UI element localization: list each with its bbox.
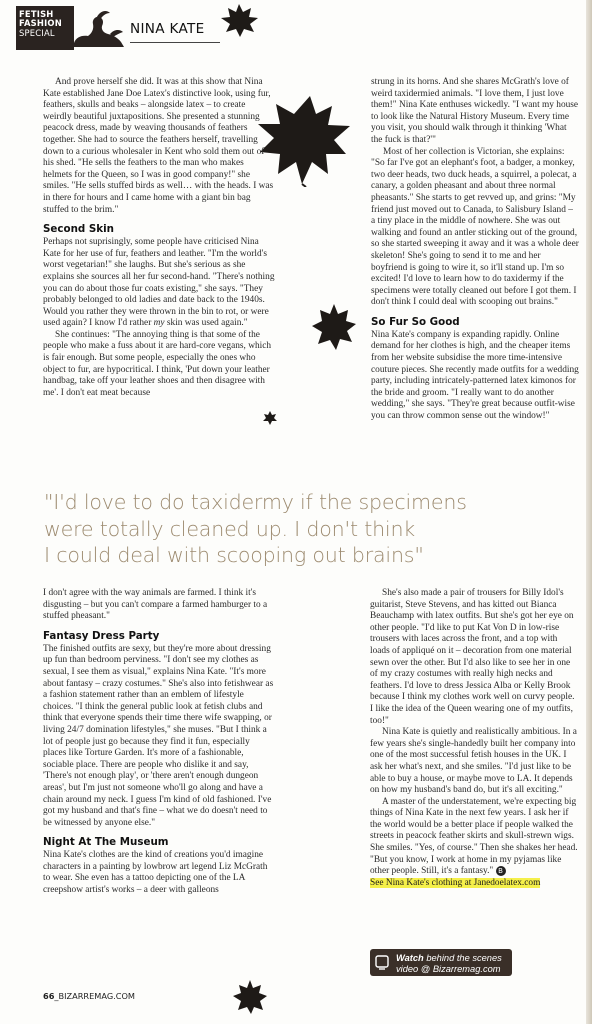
watch-video-banner[interactable]: [370, 949, 512, 976]
watch-line-1: [396, 953, 502, 963]
watch-label: Watch: [396, 953, 424, 963]
body-paragraph: She continues: "The annoying thing is that some of the people who make a fuss about it are hard-core vegans, which is fair enough. But some people, especially the ones who object to fur, are hypocritical. I think, 'Put down your leather handbag, take off your leather shoes and then disagree with me'. I don't eat meat because: [43, 329, 272, 398]
subheading-second-skin: Second Skin: [43, 223, 114, 236]
subheading-so-fur-so-good: So Fur So Good: [371, 315, 460, 328]
badge-line-3: SPECIAL: [19, 27, 55, 38]
article-column-1: [43, 77, 275, 399]
pull-quote-line: "I'd love to do taxidermy if the specimens: [44, 490, 467, 514]
article-subject-title: NINA KATE: [130, 21, 205, 37]
header-rule: [130, 42, 220, 43]
subheading-fantasy-dress-party: Fantasy Dress Party: [43, 629, 160, 642]
body-paragraph: Most of her collection is Victorian, she explains: "So far I've got an elephant's foot, a badger, a monkey, two deer heads, two duck heads, a squirrel, a polecat, a canary, a golden pheasant and about three normal pheasants." She starts to get revved up, and grins: "My friend just moved out to Canada, to Salisbury Island – a tiny place in the middle of nowhere. She was out walking and found an antler sticking out of the ground, so she started sweeping it away and it was a whole deer skeleton! She's going to send it to me and her boyfriend is going to wire it, so it'll stand up. I'm so excited! I'd love to learn how to do taxidermy if the specimens were totally cleaned out before I got them. I don't think I could deal with scooping out brains.": [371, 146, 579, 308]
section-header: [16, 6, 216, 52]
pull-quote-line: were totally cleaned up. I don't think: [44, 516, 416, 541]
leaf-decoration-icon: [231, 978, 269, 1016]
body-paragraph: I don't agree with the way animals are farmed. I think it's disgusting – but you can't compare a farmed hamburger to a stuffed pheasant.": [43, 588, 268, 622]
article-column-3: [43, 588, 275, 897]
emphasis-text: my: [153, 318, 165, 329]
pull-quote-line: I could deal with scooping out brains": [44, 543, 424, 567]
body-text: skin was used again.": [164, 318, 248, 329]
article-column-2: [371, 77, 579, 423]
leaf-decoration-icon: [262, 410, 278, 426]
page-footer: [43, 991, 135, 1001]
subheading-night-at-the-museum: Night At The Museum: [43, 836, 169, 849]
reclining-figure-icon: [66, 7, 128, 49]
leaf-decoration-icon: [219, 2, 259, 38]
body-paragraph: strung in its horns. And she shares McGrath's love of weird taxidermied animals. "I love them, I just love them!" Nina Kate enthuses wickedly. "I want my house to look like the Natural History Museum. Every time you visit, you should walk through it thinking 'What the fuck is that?'": [371, 77, 579, 145]
badge-line-1: FETISH: [19, 9, 54, 19]
body-paragraph: Nina Kate's company is expanding rapidly. Online demand for her clothes is high, and the cheaper items from her website subsidise the more time-intensive couture pieces. She recently made outfits for a wedding party, including intricately-patterned latex kimonos for the bride and groom. "I really want to do another wedding," she says. "They're great because outfit-wise you can throw common sense out the window!": [371, 329, 579, 422]
body-paragraph: [370, 797, 578, 878]
footer-site: _BIZARREMAG.COM: [54, 991, 135, 1001]
body-paragraph: [43, 237, 275, 330]
body-paragraph: Nina Kate is quietly and realistically ambitious. In a few years she's single-handedly built her company into one of the most successful fetish houses in the UK. I ask her what's next, and she smiles. "I'd just like to be able to buy a house, or maybe move to LA. It depends on how my husband's band do, but it's all exciting.": [370, 727, 577, 796]
pull-quote: [44, 489, 584, 569]
body-text: Perhaps not suprisingly, some people have criticised Nina Kate for her use of fur, feathers and leather. "I'm the world's worst vegetarian!" she laughs. But she's serious as she explains she sources all her fur second-hand. "There's nothing you can do about those fur coats existing," she says. "They probably belonged to old ladies and date back to the 1940s. Would you rather they were thrown in the bin to rot, or were used again? I know I'd rather: [43, 237, 275, 329]
page-number: 66: [43, 991, 55, 1001]
website-link[interactable]: See Nina Kate's clothing at Janedoelatex.com: [370, 877, 541, 888]
body-paragraph: And prove herself she did. It was at this show that Nina Kate established Jane Doe Latex's distinctive look, using fur, feathers, skulls and beaks – alongside latex – to create weirdly beautiful juxtapositions. She presented a stunning peacock dress, made by weaving thousands of feathers together. She had to source the feathers herself, travelling down to a curious wholesaler in Kent who sold them out of his shed. "He sells the feathers to the man who makes helmets for the Queen, so I was in good company!" she smiles. "He sells stuffed birds as well… with the heads. I was in there for hours and I came home with a giant bin bag stuffed to the brim.": [43, 77, 274, 215]
body-paragraph: The finished outfits are sexy, but they're more about dressing up fun than bedroom perviness. "I don't see my clothes as sexual, I see them as visual," explains Nina Kate. "It's more about fantasy – crazy costumes." She's also into fetishwear as a fashion statement rather than an emblem of lifestyle choices. "I think the general public look at fetish clubs and think that everyone spends their time there wife swapping, or living 24/7 domination lifestyles," she muses. "But I think a lot of people just go because they find it fun, especially places like Torture Garden. It's more of a fashionable, sociable place. There are people who dislike it and say, 'There's not enough play', or 'there aren't enough dungeon areas', but I'm just not someone who'll go along and have a chain around my neck. I guess I'm kind of old fashioned. I've got my husband and that's fine – what we do doesn't need to be witnessed by anyone else.": [43, 643, 274, 828]
body-paragraph: She's also made a pair of trousers for Billy Idol's guitarist, Steve Stevens, and has kitted out Bianca Beauchamp with latex outfits. But she's got her eye on other people. "I'd like to put Kat Von D in low-rise trousers with laces across the front, and a top with loads of appliqué on it – decoration from one material sewn over the other. But I'd also like to see her in one of my crazy costumes with really high necks and feathers. I'd love to dress Jessica Alba or Kelly Brook because I think my clothes work well on curvy people. I like the idea of the Queen wearing one of my outfits, too!": [370, 588, 575, 726]
watch-line-2: video @ Bizarremag.com: [396, 964, 501, 974]
body-paragraph: Nina Kate's clothes are the kind of creations you'd imagine characters in a painting by lowbrow art legend Liz McGrath to wear. She even has a tattoo depicting one of the LA creepshow artist's works – a deer with galleons: [43, 850, 268, 896]
badge-line-2: FASHION: [19, 18, 62, 29]
watch-text: behind the scenes: [423, 953, 502, 963]
leaf-decoration-icon: [310, 302, 358, 352]
page-edge-shadow: [586, 0, 592, 1024]
article-column-4: [370, 588, 578, 889]
body-text: A master of the understatement, we're expecting big things of Nina Kate in the next few years. I ask her if the world would be a better place if people walked the streets in peacock feather skirts and skull-strewn wigs. She smiles. "Yes, of course." Then she shakes her head. "But you know, I work at home in my pyjamas like other people. Still, it's a fantasy.": [370, 796, 578, 877]
tv-icon: [375, 955, 389, 971]
end-mark-icon: B: [496, 866, 506, 876]
